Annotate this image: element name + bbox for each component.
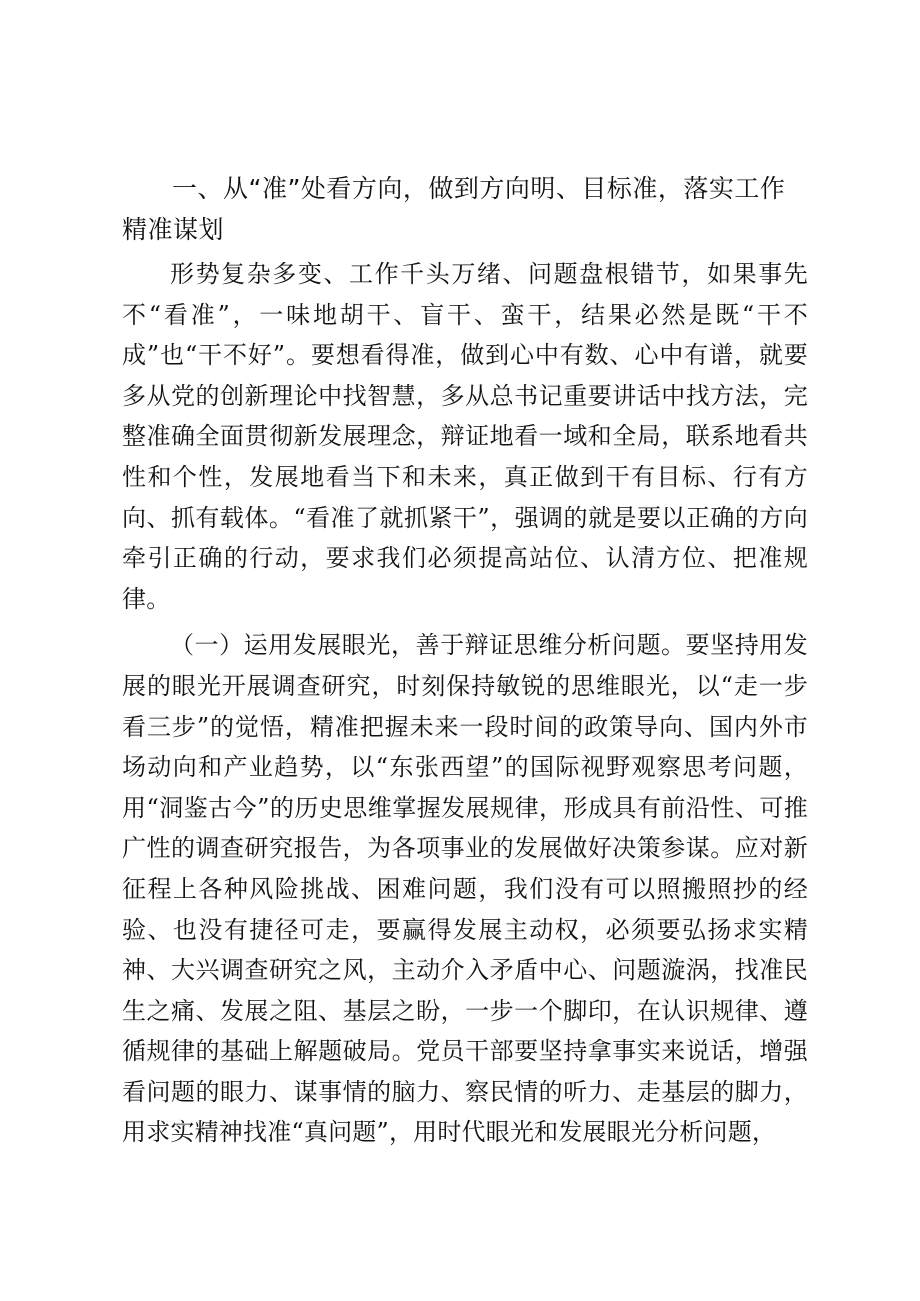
body-paragraph-1: 形势复杂多变、工作千头万绪、问题盘根错节，如果事先不“看准”，一味地胡干、盲干、蛮干，结果必然是既“干不成”也“干不好”。要想看得准，做到心中有数、心中有谱，就要多从党的创新理论中找智慧，多从总书记重要讲话中找方法，完整准确全面贯彻新发展理念，辩证地看一域和全局，联系地看共性和个性，发展地看当下和未来，真正做到干有目标、行有方向、抓有载体。“看准了就抓紧干”，强调的就是要以正确的方向牵引正确的行动，要求我们必须提高站位、认清方位、把准规律。 — [122, 260, 808, 613]
section-heading: 一、从“准”处看方向，做到方向明、目标准，落实工作精准谋划 — [122, 174, 786, 244]
body-paragraph-2: （一）运用发展眼光，善于辩证思维分析问题。要坚持用发展的眼光开展调查研究，时刻保持敏锐的思维眼光，以“走一步看三步”的觉悟，精准把握未来一段时间的政策导向、国内外市场动向和产业趋势，以“东张西望”的国际视野观察思考问题，用“洞鉴古今”的历史思维掌握发展规律，形成具有前沿性、可推广性的调查研究报告，为各项事业的发展做好决策参谋。应对新征程上各种风险挑战、困难问题，我们没有可以照搬照抄的经验、也没有捷径可走，要赢得发展主动权，必须要弘扬求实精神、大兴调查研究之风，主动介入矛盾中心、问题漩涡，找准民生之痛、发展之阻、基层之盼，一步一个脚印，在认识规律、遵循规律的基础上解题破局。党员干部要坚持拿事实来说话，增强看问题的眼力、谋事情的脑力、察民情的听力、走基层的脚力，用求实精神找准“真问题”，用时代眼光和发展眼光分析问题， — [122, 631, 808, 1147]
document-body — [122, 168, 808, 1153]
